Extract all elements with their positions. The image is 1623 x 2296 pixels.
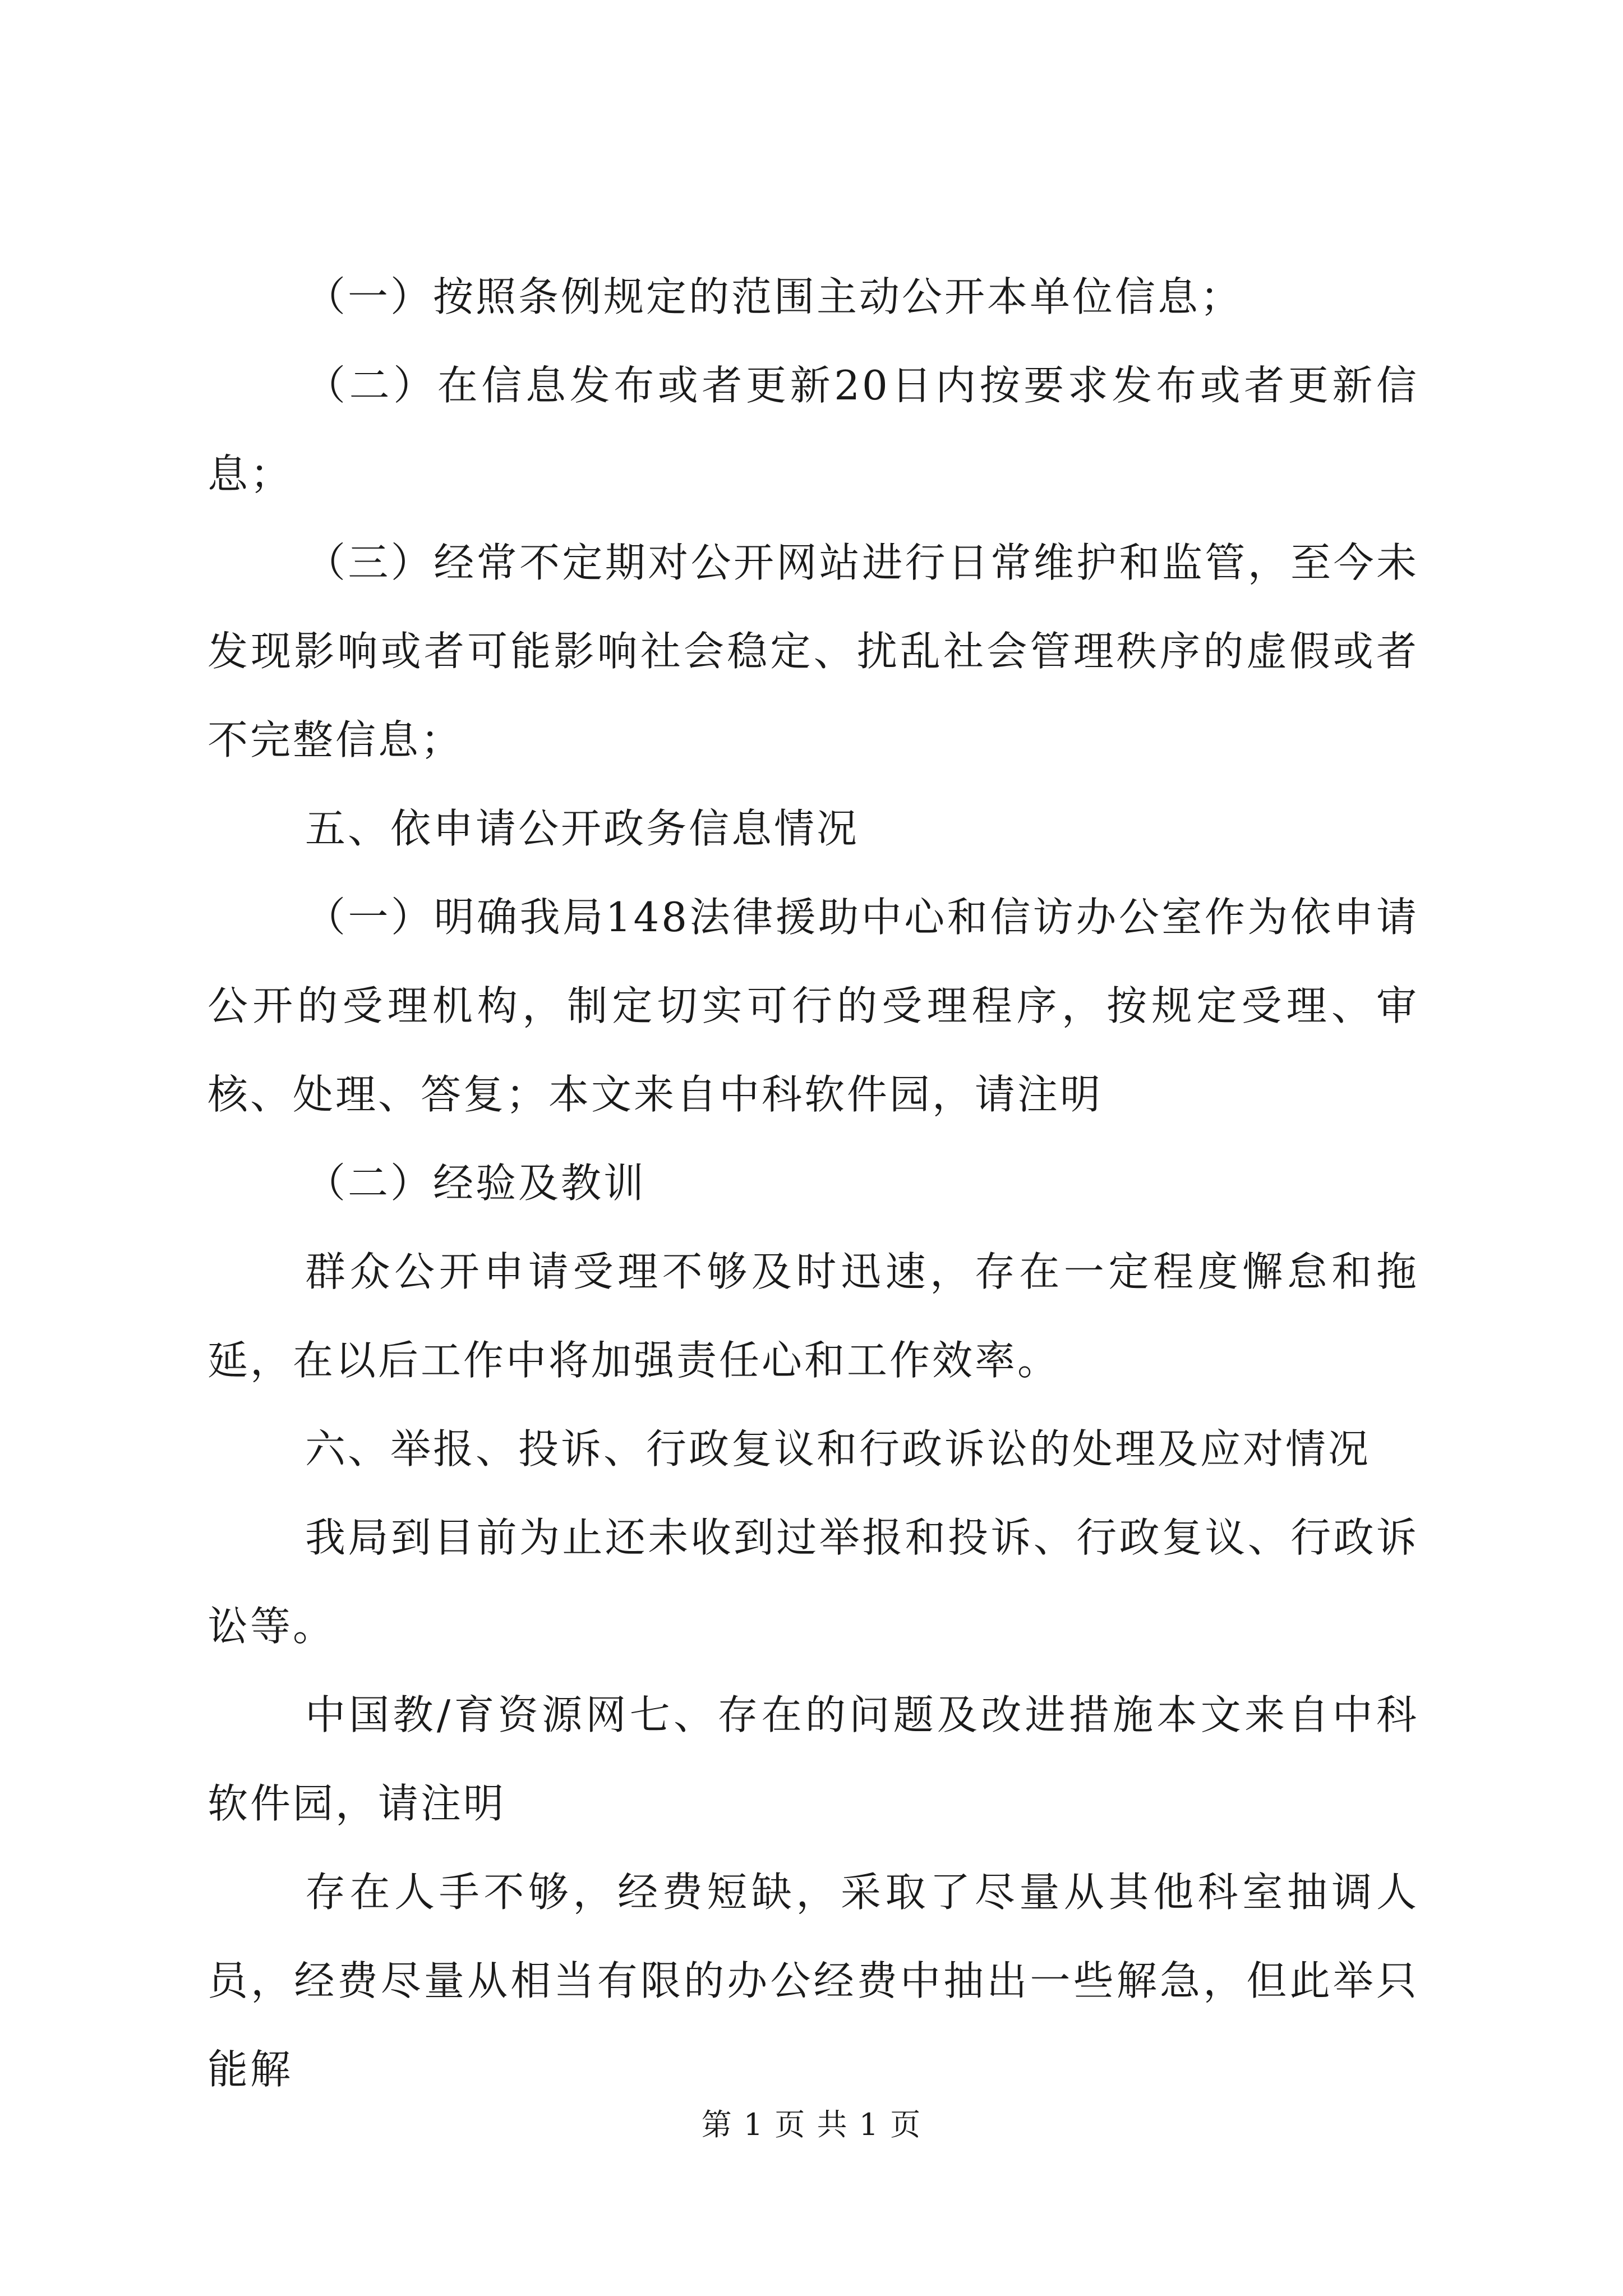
section-heading-7: 中国教/育资源网七、存在的问题及改进措施本文来自中科软件园，请注明 — [208, 1691, 1419, 1827]
paragraph-complaints: 我局到目前为止还未收到过举报和投诉、行政复议、行政诉讼等。 — [208, 1514, 1419, 1650]
paragraph-lessons: 群众公开申请受理不够及时迅速，存在一定程度懈怠和拖延，在以后工作中将加强责任心和工作效率。 — [208, 1248, 1419, 1384]
document-body — [208, 252, 1419, 2114]
section-heading-6: 六、举报、投诉、行政复议和行政诉讼的处理及应对情况 — [305, 1425, 1371, 1473]
page-footer: 第 1 页 共 1 页 — [701, 2107, 922, 2142]
paragraph-item-2: （二）在信息发布或者更新20日内按要求发布或者更新信息； — [208, 362, 1419, 498]
paragraph-item-5-2: （二）经验及教训 — [305, 1159, 647, 1207]
section-heading-5: 五、依申请公开政务信息情况 — [305, 805, 860, 852]
paragraph-problems: 存在人手不够，经费短缺，采取了尽量从其他科室抽调人员，经费尽量从相当有限的办公经费中抽出一些解急，但此举只能解 — [208, 1869, 1419, 2093]
paragraph-item-3: （三）经常不定期对公开网站进行日常维护和监管，至今未发现影响或者可能影响社会稳定、扰乱社会管理秩序的虚假或者不完整信息； — [208, 539, 1419, 763]
paragraph-item-5-1: （一）明确我局148法律援助中心和信访办公室作为依申请公开的受理机构，制定切实可行的受理程序，按规定受理、审核、处理、答复；本文来自中科软件园，请注明 — [208, 894, 1419, 1118]
paragraph-item-1: （一）按照条例规定的范围主动公开本单位信息； — [305, 273, 1243, 320]
